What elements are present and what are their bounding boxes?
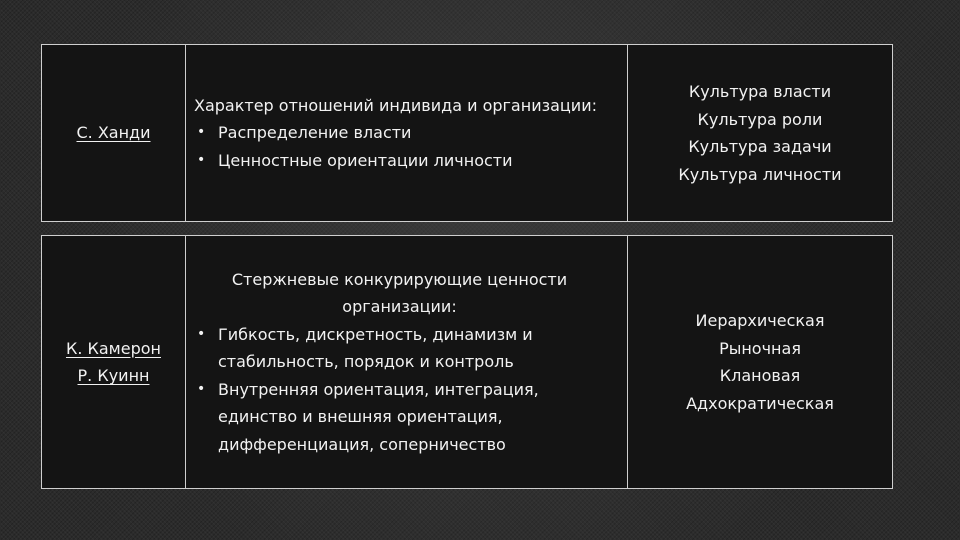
author-cell: [42, 45, 186, 221]
author-name: С. Ханди: [76, 123, 151, 143]
author-cell: [42, 236, 186, 488]
culture-type: Иерархическая: [695, 311, 825, 330]
culture-type: Адхократическая: [686, 393, 834, 413]
table-cameron-quinn: [41, 235, 893, 489]
description-block: [194, 266, 619, 459]
table-handy: [41, 44, 893, 222]
culture-types-cell: [628, 45, 892, 221]
culture-type: Культура роли: [697, 109, 823, 129]
bullet-list: [194, 321, 619, 459]
description-cell: [186, 236, 628, 488]
description-cell: [186, 45, 628, 221]
culture-types-cell: [628, 236, 892, 488]
culture-type: Клановая: [719, 366, 801, 385]
bullet-item: • Ценностные ориентации личности: [194, 147, 619, 175]
bullet-item: • Внутренняя ориентация, интеграция, единство и внешняя ориентация, дифференциация, соперничество: [194, 376, 619, 459]
culture-type: Культура личности: [678, 164, 842, 184]
author-name: К. Камерон: [65, 338, 161, 358]
description-heading: Характер отношений индивида и организации:: [194, 95, 597, 115]
description-block: [194, 92, 619, 175]
bullet-list: [194, 119, 619, 174]
bullet-item: • Распределение власти: [194, 119, 619, 147]
bullet-item: • Гибкость, дискретность, динамизм и стабильность, порядок и контроль: [194, 321, 619, 376]
culture-type: Культура власти: [688, 82, 832, 101]
culture-type: Рыночная: [719, 338, 801, 358]
author-name: Р. Куинн: [77, 366, 150, 385]
description-heading: Стержневые конкурирующие ценности организации:: [231, 269, 568, 317]
culture-type: Культура задачи: [688, 137, 832, 156]
